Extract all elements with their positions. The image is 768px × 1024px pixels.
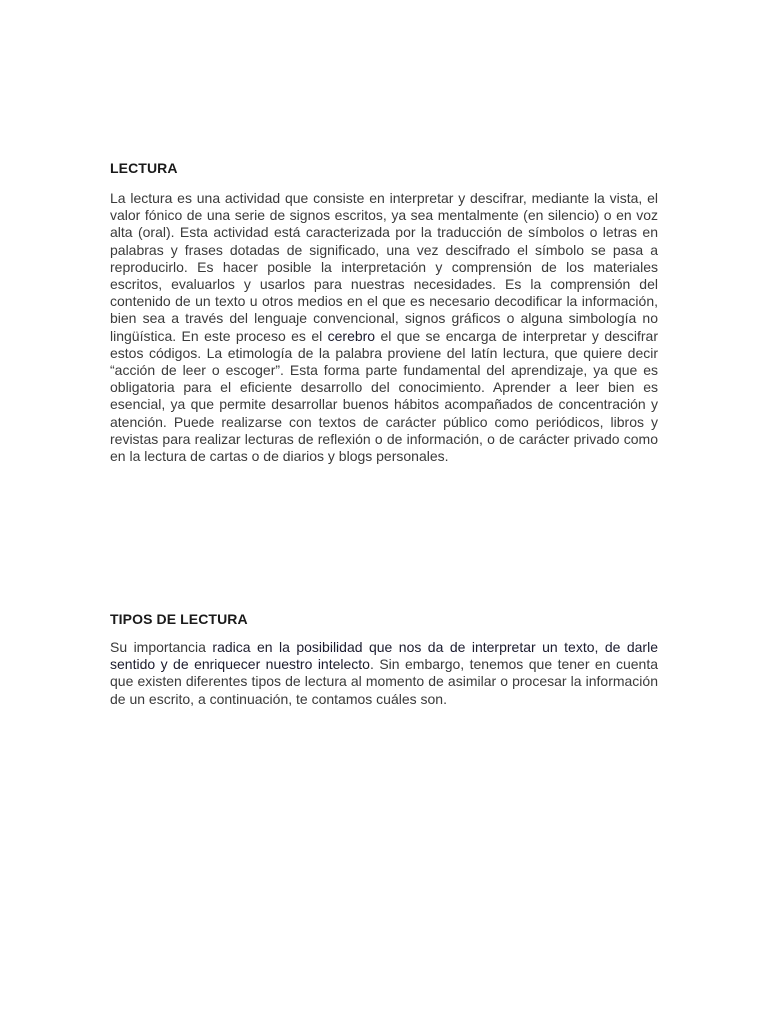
- paragraph-lectura-part-2: el que se encarga de interpretar y descifrar estos códigos. La etimología de la palabra proviene del latín lectura, que quiere decir “acción de leer o escoger”. Esta forma parte fundamental del aprendizaje, ya que es obligatoria para el eficiente desarrollo del conocimiento. Aprender a leer bien es esencial, ya que permite desarrollar buenos hábitos acompañados de concentración y atención. Puede realizarse con textos de carácter público como periódicos, libros y revistas para realizar lecturas de reflexión o de información, o de carácter privado como en la lectura de cartas o de diarios y blogs personales.: [110, 327, 658, 465]
- section-heading-tipos: TIPOS DE LECTURA: [110, 611, 248, 627]
- paragraph-lectura: [110, 190, 658, 465]
- paragraph-tipos-rest: . Sin embargo, tenemos que tener en cuenta que existen diferentes tipos de lectura al momento de asimilar o procesar la información de un escrito, a continuación, te contamos cuáles son.: [110, 656, 658, 707]
- paragraph-tipos-intro: Su importancia: [110, 639, 213, 655]
- section-tipos-de-lectura: [110, 611, 658, 708]
- paragraph-tipos: [110, 639, 658, 708]
- link-cerebro[interactable]: cerebro: [327, 327, 376, 344]
- section-heading-lectura: LECTURA: [110, 160, 178, 176]
- paragraph-tipos-highlight: radica en la posibilidad que nos da de interpretar un texto, de darle sentido y de enriquecer nuestro intelecto: [110, 639, 658, 673]
- paragraph-lectura-part-1: La lectura es una actividad que consiste en interpretar y descifrar, mediante la vista, el valor fónico de una serie de signos escritos, ya sea mentalmente (en silencio) o en voz alta (oral). Esta actividad está caracterizada por la traducción de símbolos o letras en palabras y frases dotadas de significado, una vez descifrado el símbolo se pasa a reproducirlo. Es hacer posible la interpretación y comprensión de los materiales escritos, evaluarlos y usarlos para nuestras necesidades. Es la comprensión del contenido de un texto u otros medios en el que es necesario decodificar la información, bien sea a través del lenguaje convencional, signos gráficos o alguna simbología no lingüística. En este proceso es el: [110, 190, 658, 344]
- section-lectura: [110, 160, 658, 465]
